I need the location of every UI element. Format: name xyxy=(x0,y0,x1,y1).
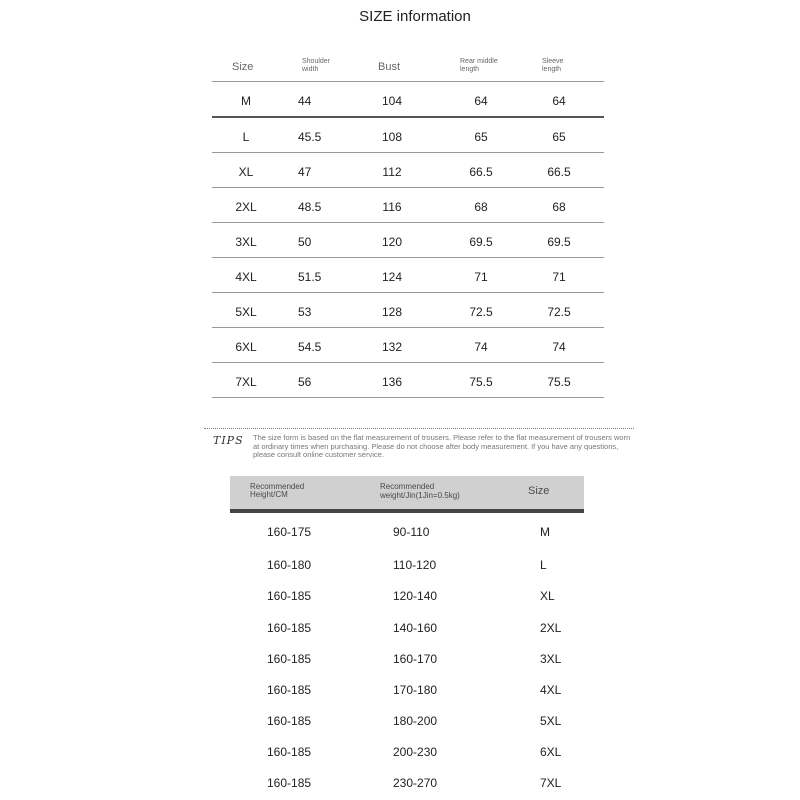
cell-weight: 200-230 xyxy=(393,745,438,759)
cell-shoulder-width: 47 xyxy=(298,165,312,179)
cell-sleeve-length: 68 xyxy=(552,200,566,214)
cell-weight: 90-110 xyxy=(393,525,430,539)
size-table-header xyxy=(212,50,604,82)
cell-size: M xyxy=(241,94,251,108)
cell-bust: 120 xyxy=(381,235,403,249)
cell-shoulder-width: 53 xyxy=(298,305,312,319)
cell-size: 5XL xyxy=(235,305,257,319)
cell-sleeve-length: 74 xyxy=(552,340,566,354)
page-title: SIZE information xyxy=(359,8,471,25)
cell-sleeve-length: 66.5 xyxy=(547,165,571,179)
table-row xyxy=(230,714,584,734)
cell-shoulder-width: 50 xyxy=(298,235,312,249)
cell-rear-middle-length: 65 xyxy=(474,130,488,144)
cell-shoulder-width: 51.5 xyxy=(298,270,322,284)
cell-size: 2XL xyxy=(540,621,562,635)
table-row xyxy=(212,82,604,118)
cell-shoulder-width: 54.5 xyxy=(298,340,322,354)
cell-shoulder-width: 45.5 xyxy=(298,130,322,144)
table-row xyxy=(212,188,604,223)
cell-weight: 160-170 xyxy=(393,652,438,666)
cell-size: 7XL xyxy=(235,375,257,389)
table-row xyxy=(212,223,604,258)
cell-size: L xyxy=(242,130,250,144)
cell-weight: 170-180 xyxy=(393,683,438,697)
cell-rear-middle-length: 71 xyxy=(474,270,488,284)
cell-size: 5XL xyxy=(540,714,562,728)
header-bust: Bust xyxy=(378,61,401,73)
cell-size: 4XL xyxy=(235,270,257,284)
table-row xyxy=(230,589,584,609)
cell-rear-middle-length: 66.5 xyxy=(469,165,493,179)
table-row xyxy=(212,118,604,153)
cell-rear-middle-length: 69.5 xyxy=(469,235,493,249)
cell-bust: 104 xyxy=(381,94,403,108)
cell-shoulder-width: 44 xyxy=(298,94,312,108)
cell-height: 160-175 xyxy=(267,525,312,539)
table-row xyxy=(212,293,604,328)
cell-size: 4XL xyxy=(540,683,562,697)
cell-size: XL xyxy=(238,165,254,179)
cell-size: 3XL xyxy=(235,235,257,249)
cell-size: 3XL xyxy=(540,652,562,666)
cell-height: 160-185 xyxy=(267,714,312,728)
cell-size: 2XL xyxy=(235,200,257,214)
cell-weight: 120-140 xyxy=(393,589,438,603)
cell-sleeve-length: 75.5 xyxy=(547,375,571,389)
cell-size: 6XL xyxy=(235,340,257,354)
cell-bust: 132 xyxy=(381,340,403,354)
table-row xyxy=(212,363,604,398)
cell-size: 6XL xyxy=(540,745,562,759)
cell-bust: 116 xyxy=(382,200,402,214)
cell-rear-middle-length: 64 xyxy=(474,94,488,108)
table-row xyxy=(230,558,584,578)
table-row xyxy=(212,153,604,188)
header-size: Size xyxy=(528,485,550,497)
size-table-body xyxy=(212,82,604,398)
cell-size: L xyxy=(540,558,547,572)
table-row xyxy=(212,328,604,363)
table-row xyxy=(230,652,584,672)
cell-size: M xyxy=(540,525,550,539)
cell-sleeve-length: 71 xyxy=(552,270,566,284)
tips-label: TIPS xyxy=(213,434,244,447)
cell-sleeve-length: 65 xyxy=(552,130,566,144)
cell-height: 160-180 xyxy=(267,558,312,572)
cell-weight: 180-200 xyxy=(393,714,438,728)
header-size: Size xyxy=(232,61,254,73)
cell-bust: 108 xyxy=(381,130,403,144)
cell-height: 160-185 xyxy=(267,589,312,603)
cell-bust: 124 xyxy=(381,270,403,284)
cell-height: 160-185 xyxy=(267,621,312,635)
cell-weight: 230-270 xyxy=(393,776,438,790)
header-recommended-height: Recommended Height/CM xyxy=(250,482,305,499)
cell-weight: 110-120 xyxy=(393,558,437,572)
cell-height: 160-185 xyxy=(267,745,312,759)
cell-weight: 140-160 xyxy=(393,621,438,635)
cell-size: 7XL xyxy=(540,776,562,790)
cell-rear-middle-length: 74 xyxy=(474,340,488,354)
header-shoulder-width: Shoulder width xyxy=(302,58,331,73)
table-row xyxy=(230,683,584,703)
cell-shoulder-width: 48.5 xyxy=(298,200,322,214)
cell-shoulder-width: 56 xyxy=(298,375,312,389)
cell-rear-middle-length: 68 xyxy=(474,200,488,214)
cell-bust: 136 xyxy=(381,375,403,389)
cell-sleeve-length: 64 xyxy=(552,94,566,108)
cell-size: XL xyxy=(540,589,555,603)
cell-bust: 112 xyxy=(382,165,402,179)
header-rear-middle-length: Rear middle length xyxy=(460,58,498,73)
table-row xyxy=(230,776,584,796)
cell-height: 160-185 xyxy=(267,776,312,790)
cell-sleeve-length: 69.5 xyxy=(547,235,571,249)
cell-height: 160-185 xyxy=(267,652,312,666)
cell-sleeve-length: 72.5 xyxy=(547,305,571,319)
table-row xyxy=(230,621,584,641)
table-row xyxy=(230,745,584,765)
cell-rear-middle-length: 75.5 xyxy=(469,375,493,389)
tips-divider xyxy=(204,428,634,429)
cell-rear-middle-length: 72.5 xyxy=(469,305,493,319)
cell-bust: 128 xyxy=(381,305,403,319)
table-row xyxy=(230,525,584,545)
cell-height: 160-185 xyxy=(267,683,312,697)
size-table xyxy=(212,50,604,398)
tips-text: The size form is based on the flat measurement of trousers. Please refer to the flat measurement of trousers worn at ordinary times when purchasing. Please do not choose after body measurement. If you have any questions, please consult online customer service. xyxy=(253,433,631,460)
recommend-table-header xyxy=(230,476,584,513)
header-sleeve-length: Sleeve length xyxy=(542,58,564,73)
table-row xyxy=(212,258,604,293)
header-recommended-weight: Recommended weight/Jin(1Jin=0.5kg) xyxy=(380,482,460,500)
